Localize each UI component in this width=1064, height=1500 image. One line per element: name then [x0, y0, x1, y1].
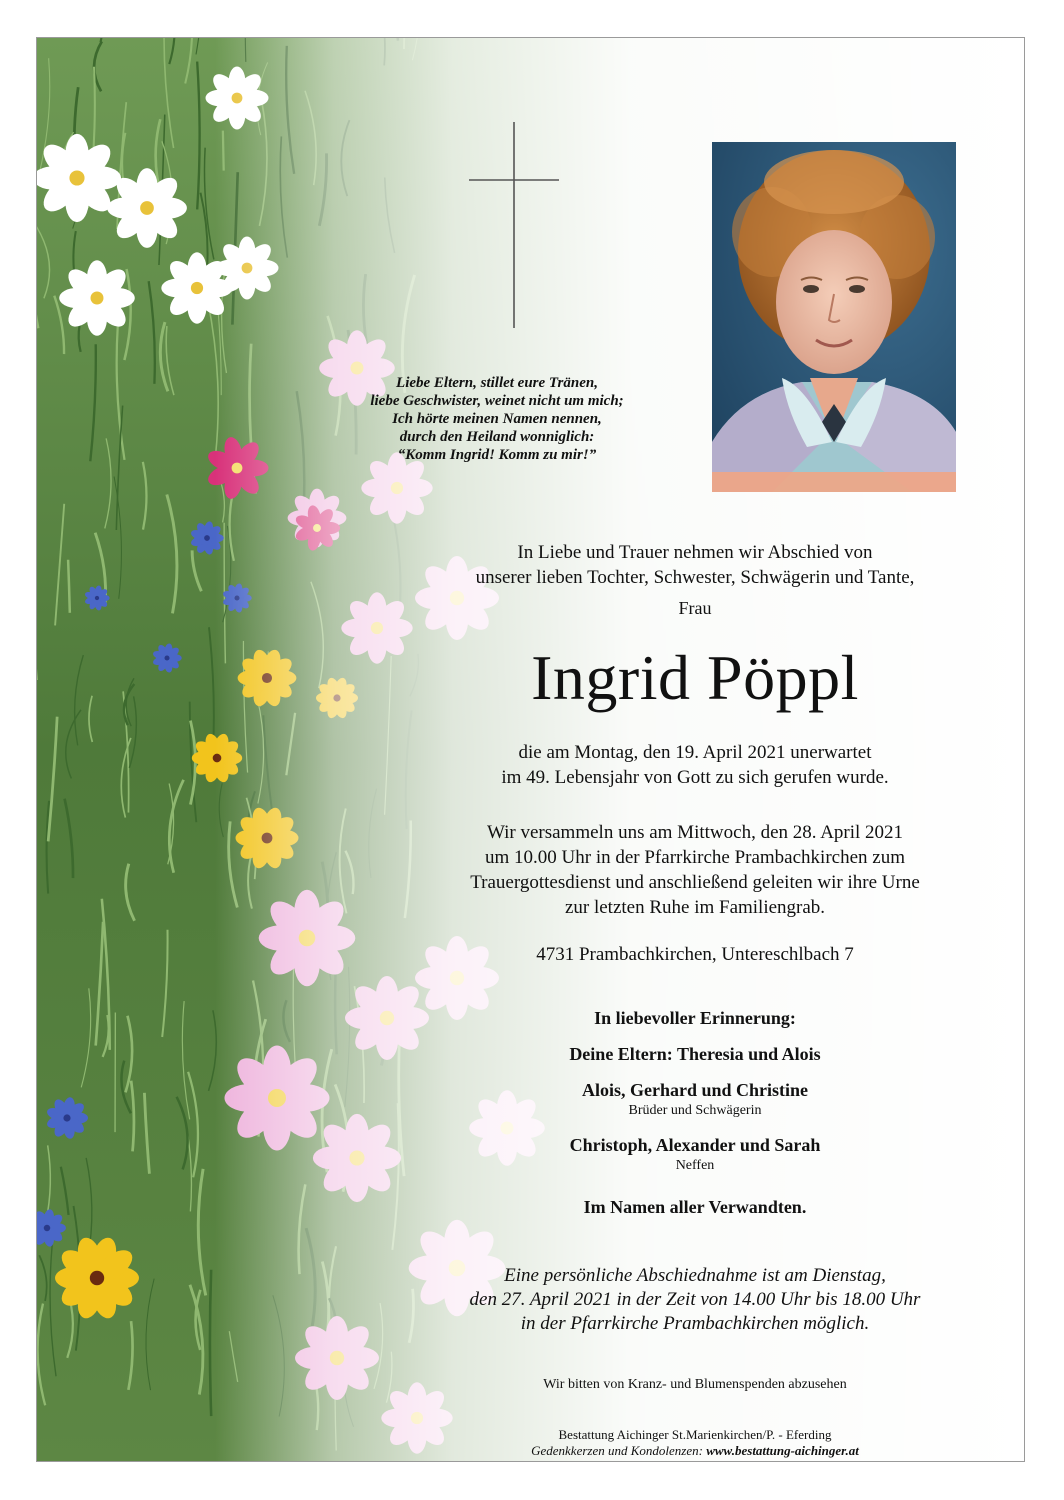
website-link[interactable]: www.bestattung-aichinger.at	[706, 1443, 859, 1458]
death-line: im 49. Lebensjahr von Gott zu sich gerufen wurde.	[501, 767, 889, 788]
condolence-line	[425, 1443, 965, 1459]
mourners-nephews-relation: Neffen	[675, 1158, 715, 1173]
mourners-parents: Deine Eltern: Theresia und Alois	[569, 1044, 821, 1064]
death-notice	[425, 740, 965, 790]
death-line: die am Montag, den 19. April 2021 unerwartet	[518, 742, 872, 763]
viewing-line: Eine persönliche Abschiednahme ist am Dienstag,	[504, 1265, 886, 1286]
undertaker: Bestattung Aichinger St.Marienkirchen/P. - Eferding	[558, 1427, 832, 1442]
mourners-all-relatives: Im Namen aller Verwandten.	[583, 1197, 807, 1217]
condolence-label: Gedenkkerzen und Kondolenzen:	[531, 1443, 703, 1458]
deceased-name: Ingrid Pöppl	[531, 642, 859, 713]
viewing-line: in der Pfarrkirche Prambachkirchen möglich.	[520, 1313, 870, 1334]
address: 4731 Prambachkirchen, Untereschlbach 7	[536, 944, 854, 965]
funeral-line: Trauergottesdienst und anschließend geleiten wir ihre Urne	[470, 872, 920, 893]
cross-icon	[469, 122, 559, 328]
funeral-line: um 10.00 Uhr in der Pfarrkirche Prambachkirchen zum	[485, 847, 905, 868]
intro-line: In Liebe und Trauer nehmen wir Abschied von	[517, 542, 873, 563]
portrait-photo	[712, 142, 956, 492]
poem	[327, 374, 667, 464]
viewing-notice	[425, 1264, 965, 1336]
flowers-note: Wir bitten von Kranz- und Blumenspenden abzusehen	[543, 1377, 847, 1392]
mourners-nephews: Christoph, Alexander und Sarah	[569, 1135, 821, 1155]
funeral-line: Wir versammeln uns am Mittwoch, den 28. April 2021	[486, 822, 904, 843]
salutation: Frau	[678, 598, 712, 618]
viewing-line: den 27. April 2021 in der Zeit von 14.00 Uhr bis 18.00 Uhr	[469, 1289, 921, 1310]
intro-text	[425, 540, 965, 590]
obituary-card	[36, 37, 1025, 1462]
mourners-brothers: Alois, Gerhard und Christine	[581, 1080, 809, 1100]
funeral-line: zur letzten Ruhe im Familiengrab.	[564, 897, 826, 918]
funeral-details	[425, 820, 965, 920]
poem-line: liebe Geschwister, weinet nicht um mich;	[370, 393, 624, 409]
poem-line: “Komm Ingrid! Komm zu mir!”	[397, 447, 597, 463]
mourners-brothers-relation: Brüder und Schwägerin	[628, 1103, 762, 1118]
poem-line: durch den Heiland wonniglich:	[399, 429, 595, 445]
memory-title: In liebevoller Erinnerung:	[594, 1008, 796, 1028]
poem-line: Liebe Eltern, stillet eure Tränen,	[396, 375, 598, 391]
poem-line: Ich hörte meinen Namen nennen,	[392, 411, 602, 427]
intro-line: unserer lieben Tochter, Schwester, Schwägerin und Tante,	[475, 567, 915, 588]
